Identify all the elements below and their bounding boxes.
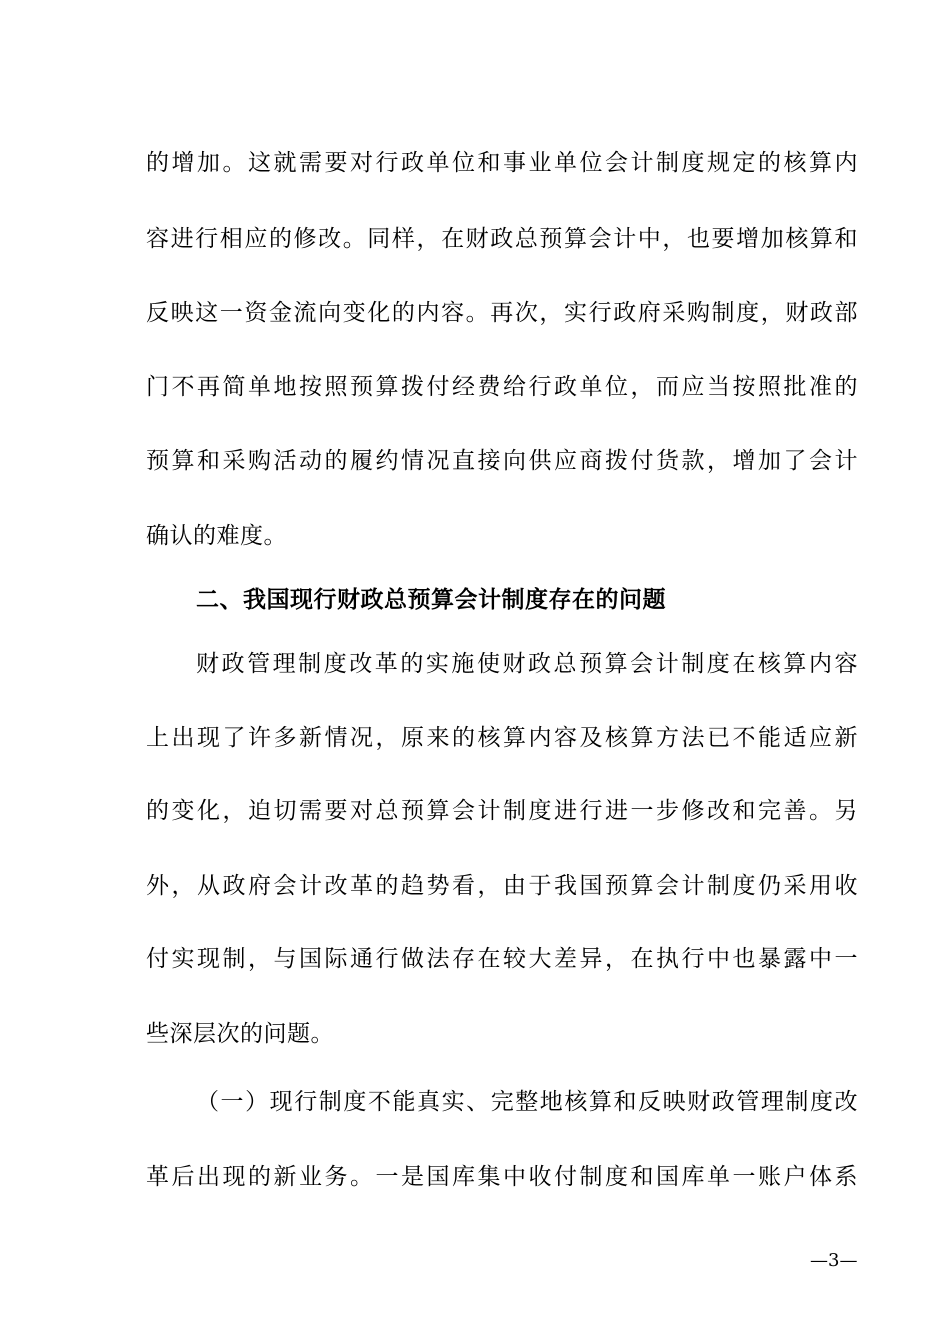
paragraph-line: 确认的难度。	[146, 523, 287, 549]
paragraph-line: 些深层次的问题。	[146, 1021, 334, 1047]
subsection-line: （一）现行制度不能真实、完整地核算和反映财政管理制度改	[196, 1089, 858, 1115]
paragraph-line: 外，从政府会计改革的趋势看，由于我国预算会计制度仍采用收	[146, 873, 858, 899]
paragraph-line: 革后出现的新业务。一是国库集中收付制度和国库单一账户体系	[146, 1164, 858, 1190]
paragraph-line: 付实现制，与国际通行做法存在较大差异，在执行中也暴露中一	[146, 946, 858, 972]
paragraph-line: 的增加。这就需要对行政单位和事业单位会计制度规定的核算内	[146, 150, 858, 176]
section-heading: 二、我国现行财政总预算会计制度存在的问题	[196, 587, 666, 613]
paragraph-line: 上出现了许多新情况，原来的核算内容及核算方法已不能适应新	[146, 725, 858, 751]
page-number: —3—	[810, 1250, 858, 1271]
paragraph-line: 门不再简单地按照预算拨付经费给行政单位，而应当按照批准的	[146, 374, 858, 400]
paragraph-line: 反映这一资金流向变化的内容。再次，实行政府采购制度，财政部	[146, 300, 858, 326]
paragraph-line: 的变化，迫切需要对总预算会计制度进行进一步修改和完善。另	[146, 798, 858, 824]
paragraph-line: 容进行相应的修改。同样，在财政总预算会计中，也要增加核算和	[146, 226, 858, 252]
paragraph-line: 财政管理制度改革的实施使财政总预算会计制度在核算内容	[196, 651, 858, 677]
paragraph-line: 预算和采购活动的履约情况直接向供应商拨付货款，增加了会计	[146, 448, 858, 474]
